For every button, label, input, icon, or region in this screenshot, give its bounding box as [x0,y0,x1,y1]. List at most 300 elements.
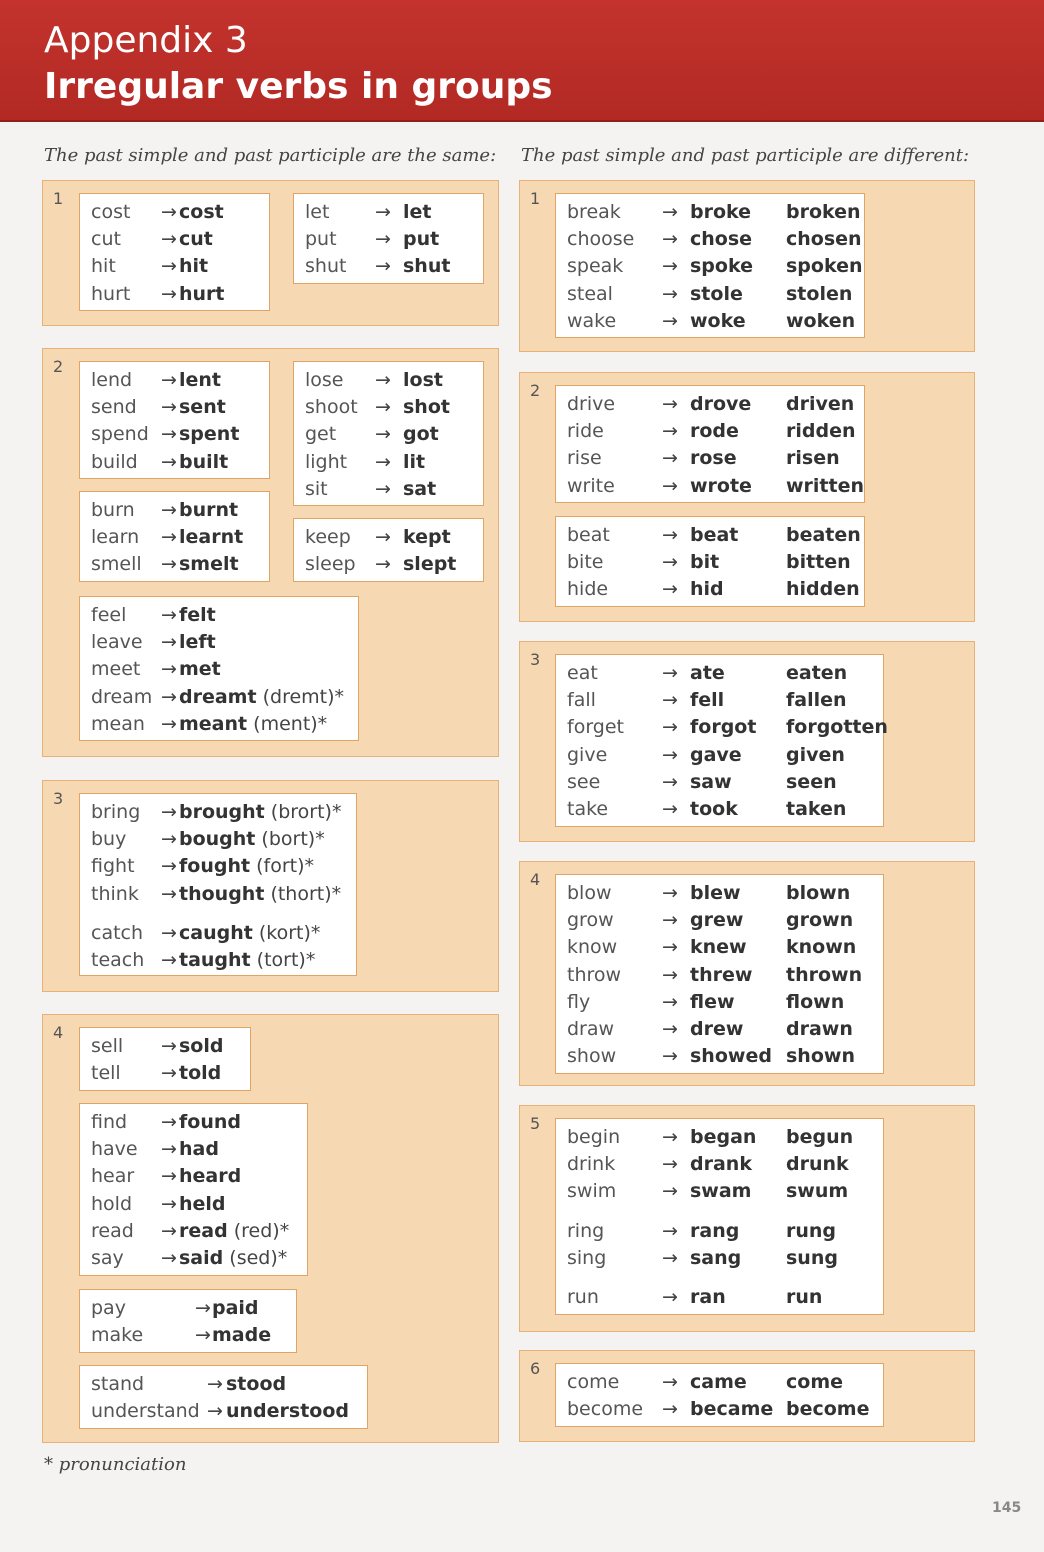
past-participle: risen [786,447,840,470]
verb-row [80,1218,307,1245]
verb-row [556,549,864,576]
pronunciation-note: (ment)* [247,712,328,735]
group-number: 1 [530,189,541,208]
past-participle: flown [786,990,845,1013]
pronunciation-note: (dremt)* [256,685,345,708]
group-number: 6 [530,1359,541,1378]
verb-row [294,476,483,503]
verb-row [556,1043,883,1070]
arrow-icon: → [662,551,678,574]
base-form: buy [91,828,127,851]
past-form: rang [690,1219,740,1242]
past-participle: swum [786,1180,849,1203]
past-participle: fallen [786,689,847,712]
past-form: sat [403,477,437,500]
base-form: lose [305,369,344,391]
verb-row [556,880,883,907]
arrow-icon: → [662,228,678,251]
past-form: bit [690,551,720,574]
footnote: * pronunciation [44,1454,187,1475]
past-participle: forgotten [786,716,888,739]
arrow-icon: → [662,1219,678,1242]
base-form: burn [91,499,135,521]
past-participle: beaten [786,524,861,546]
past-participle: broken [786,201,861,223]
base-form: know [567,936,618,959]
past-form: beat [690,524,739,546]
arrow-icon: → [375,369,391,391]
arrow-icon: → [161,255,177,278]
arrow-icon: → [161,921,177,944]
verb-row [556,1245,883,1272]
verb-box [79,491,270,582]
base-form: smell [91,553,142,576]
verb-row [556,226,864,253]
past-form: thought (thort)* [179,882,342,905]
verb-row [80,711,358,738]
verb-row [80,947,356,974]
past-form: put [403,228,440,251]
verb-row [556,1284,883,1311]
verb-row [556,1016,883,1043]
past-form: flew [690,990,735,1013]
base-form: let [305,201,330,223]
page-title: Irregular verbs in groups [44,66,553,107]
past-form: had [179,1138,219,1161]
verb-box [79,793,357,976]
base-form: make [91,1324,144,1347]
verb-row [80,421,269,448]
verb-row [80,524,269,551]
arrow-icon: → [161,949,177,971]
group-number: 4 [53,1023,64,1042]
base-form: blow [567,882,612,904]
past-form: brought (brort)* [179,801,342,823]
arrow-icon: → [662,447,678,470]
past-form: held [179,1192,226,1215]
base-form: build [91,450,138,473]
verb-row [556,199,864,226]
verb-row [80,367,269,394]
base-form: rise [567,447,602,470]
past-form: wrote [690,474,752,497]
past-form: ate [690,662,725,684]
past-participle: sung [786,1246,838,1269]
past-form: chose [690,228,753,251]
past-form: ran [690,1286,726,1308]
base-form: say [91,1247,124,1269]
past-form: sang [690,1246,742,1269]
base-form: show [567,1045,617,1068]
base-form: fly [567,990,591,1013]
arrow-icon: → [662,1246,678,1269]
past-form: made [212,1324,272,1347]
base-form: pay [91,1297,126,1319]
past-form: burnt [179,499,239,521]
past-form: found [179,1111,241,1133]
arrow-icon: → [161,1165,177,1188]
verb-box [79,596,359,741]
arrow-icon: → [161,201,177,223]
past-form: hid [690,578,724,601]
verb-row [80,920,356,947]
verb-row [80,1398,367,1425]
past-form: met [179,658,221,681]
base-form: light [305,450,348,473]
verb-row [294,199,483,226]
past-form: showed [690,1045,772,1068]
base-form: sing [567,1246,607,1269]
base-form: take [567,798,609,820]
past-form: paid [212,1297,259,1319]
group-number: 4 [530,870,541,889]
past-form: kept [403,526,451,548]
verb-box [555,654,888,827]
past-form: grew [690,909,744,932]
arrow-icon: → [662,309,678,332]
verb-row [556,1218,883,1245]
past-form: learnt [179,526,244,549]
arrow-icon: → [662,936,678,959]
base-form: fall [567,689,596,712]
base-form: grow [567,909,614,932]
past-form: slept [403,553,457,576]
arrow-icon: → [662,909,678,932]
arrow-icon: → [662,990,678,1013]
verb-row [80,1191,307,1218]
pronunciation-note: (fort)* [250,855,315,878]
base-form: learn [91,526,140,549]
verb-row [80,497,269,524]
past-participle: known [786,936,857,959]
base-form: eat [567,662,598,684]
base-form: lend [91,369,133,391]
arrow-icon: → [375,450,391,473]
past-form: shot [403,396,450,419]
past-form: told [179,1062,222,1085]
past-form: blew [690,882,741,904]
past-form: shut [403,255,451,278]
past-form: read (red)* [179,1219,290,1242]
arrow-icon: → [662,420,678,443]
arrow-icon: → [195,1324,211,1347]
base-form: throw [567,963,622,986]
verb-row [556,253,864,280]
past-participle: taken [786,798,847,820]
past-participle: driven [786,393,855,415]
past-form: lit [403,450,426,473]
arrow-icon: → [161,828,177,851]
arrow-icon: → [161,1111,177,1133]
past-participle: given [786,743,845,766]
past-participle: blown [786,882,851,904]
pronunciation-note: (thort)* [264,882,342,905]
past-participle: stolen [786,282,853,305]
verb-row [80,684,358,711]
verb-row [556,714,888,741]
verb-row [294,367,483,394]
verb-row [80,853,356,880]
arrow-icon: → [161,1062,177,1085]
past-form: spent [179,423,240,446]
arrow-icon: → [662,1180,678,1203]
arrow-icon: → [662,1286,678,1308]
arrow-icon: → [375,228,391,251]
pronunciation-note: (kort)* [252,921,321,944]
verb-row [556,576,864,603]
past-form: hit [179,255,209,278]
base-form: come [567,1371,620,1393]
arrow-icon: → [375,477,391,500]
arrow-icon: → [161,499,177,521]
verb-row [556,934,883,961]
past-form: knew [690,936,747,959]
arrow-icon: → [161,1192,177,1215]
verb-row [556,281,864,308]
base-form: ring [567,1219,605,1242]
verb-row [80,1060,250,1087]
verb-box [79,1103,308,1276]
base-form: fight [91,855,135,878]
past-form: cut [179,228,213,251]
arrow-icon: → [161,604,177,626]
past-form: drew [690,1018,744,1040]
base-form: hurt [91,282,131,305]
past-form: gave [690,743,742,766]
arrow-icon: → [161,369,177,391]
verb-row [294,449,483,476]
past-participle: rung [786,1219,837,1242]
base-form: bring [91,801,141,823]
verb-row [80,1371,367,1398]
verb-row [556,687,883,714]
past-participle: drawn [786,1018,853,1040]
past-form: left [179,631,216,654]
past-form: sent [179,396,226,419]
arrow-icon: → [662,689,678,712]
verb-row [294,226,483,253]
past-participle: chosen [786,228,862,251]
past-form: cost [179,201,224,223]
verb-row [80,881,356,908]
base-form: shut [305,255,347,278]
past-form: drank [690,1153,752,1176]
arrow-icon: → [161,631,177,654]
verb-row [556,391,864,418]
base-form: get [305,423,337,446]
verb-row [294,394,483,421]
past-form: got [403,423,439,446]
pronunciation-note: (tort)* [250,949,316,971]
pronunciation-note: (sed)* [223,1247,288,1269]
base-form: sleep [305,553,356,576]
arrow-icon: → [375,423,391,446]
past-form: lost [403,369,443,391]
arrow-icon: → [195,1297,211,1319]
arrow-icon: → [161,882,177,905]
base-form: hit [91,255,116,278]
verb-row [556,445,864,472]
subheading-different: The past simple and past participle are different: [521,145,970,166]
base-form: keep [305,526,351,548]
verb-box [79,1365,368,1429]
verb-row [80,1322,296,1349]
arrow-icon: → [662,524,678,546]
past-participle: seen [786,770,837,793]
verb-row [556,742,883,769]
arrow-icon: → [662,201,678,223]
verb-box [555,1118,884,1315]
verb-row [556,769,883,796]
base-form: hear [91,1165,135,1188]
base-form: ride [567,420,604,443]
arrow-icon: → [662,282,678,305]
past-form: stood [226,1373,287,1395]
base-form: meet [91,658,141,681]
base-form: tell [91,1062,121,1085]
past-form: hurt [179,282,225,305]
verb-box [79,361,270,479]
verb-row [80,1136,307,1163]
past-form: let [403,201,432,223]
verb-row [80,394,269,421]
verb-row [80,449,269,476]
verb-row [556,522,864,549]
header-banner [0,0,1044,122]
arrow-icon: → [662,1398,678,1421]
past-participle: spoken [786,255,863,278]
past-form: taught (tort)* [179,949,316,971]
verb-row [80,656,358,683]
verb-box [555,385,865,503]
pronunciation-note: (red)* [227,1219,290,1242]
past-form: dreamt (dremt)* [179,685,345,708]
verb-row [556,1396,883,1423]
pronunciation-note: (brort)* [264,801,342,823]
past-form: took [690,798,738,820]
past-form: caught (kort)* [179,921,321,944]
verb-row [294,524,483,551]
verb-row [80,602,358,629]
base-form: drive [567,393,616,415]
verb-row [556,907,883,934]
arrow-icon: → [662,963,678,986]
past-form: smelt [179,553,239,576]
verb-box [555,193,865,338]
base-form: mean [91,712,145,735]
arrow-icon: → [161,1219,177,1242]
arrow-icon: → [161,450,177,473]
base-form: steal [567,282,613,305]
base-form: find [91,1111,128,1133]
arrow-icon: → [375,201,391,223]
past-participle: grown [786,909,854,932]
base-form: swim [567,1180,617,1203]
arrow-icon: → [662,1371,678,1393]
verb-row [556,1151,883,1178]
arrow-icon: → [161,553,177,576]
base-form: write [567,474,615,497]
past-participle: ridden [786,420,856,443]
base-form: sell [91,1035,124,1057]
arrow-icon: → [161,526,177,549]
verb-row [80,826,356,853]
arrow-icon: → [375,526,391,548]
arrow-icon: → [161,658,177,681]
base-form: drink [567,1153,616,1176]
group-number: 2 [53,357,64,376]
arrow-icon: → [161,1247,177,1269]
verb-row [294,253,483,280]
arrow-icon: → [662,662,678,684]
past-participle: thrown [786,963,863,986]
past-form: began [690,1126,757,1148]
base-form: beat [567,524,610,546]
base-form: stand [91,1373,145,1395]
past-form: threw [690,963,753,986]
base-form: spend [91,423,149,446]
past-form: bought (bort)* [179,828,325,851]
verb-row [556,1178,883,1205]
base-form: run [567,1286,599,1308]
base-form: teach [91,949,145,971]
past-participle: shown [786,1045,855,1068]
verb-row [556,473,864,500]
group-number: 2 [530,381,541,400]
verb-box [555,1363,884,1427]
base-form: dream [91,685,153,708]
verb-box [293,193,484,284]
base-form: think [91,882,139,905]
arrow-icon: → [161,228,177,251]
arrow-icon: → [662,393,678,415]
past-form: swam [690,1180,752,1203]
past-form: became [690,1398,774,1421]
arrow-icon: → [662,1126,678,1148]
base-form: have [91,1138,138,1161]
base-form: sit [305,477,328,500]
verb-row [80,281,269,308]
arrow-icon: → [662,798,678,820]
past-form: spoke [690,255,753,278]
arrow-icon: → [161,423,177,446]
base-form: understand [91,1400,200,1423]
base-form: become [567,1398,644,1421]
pronunciation-note: (bort)* [255,828,325,851]
arrow-icon: → [375,553,391,576]
past-form: broke [690,201,752,223]
arrow-icon: → [161,685,177,708]
verb-row [80,199,269,226]
verb-row [80,1109,307,1136]
group-number: 3 [530,650,541,669]
base-form: give [567,743,608,766]
arrow-icon: → [161,1035,177,1057]
past-form: rode [690,420,739,443]
past-participle: eaten [786,662,848,684]
verb-row [556,796,883,823]
base-form: choose [567,228,635,251]
verb-row [294,421,483,448]
base-form: draw [567,1018,615,1040]
base-form: hold [91,1192,133,1215]
base-form: shoot [305,396,358,419]
past-participle: run [786,1286,823,1308]
appendix-label: Appendix 3 [44,20,248,61]
past-form: heard [179,1165,242,1188]
verb-row [80,799,356,826]
past-form: lent [179,369,222,391]
